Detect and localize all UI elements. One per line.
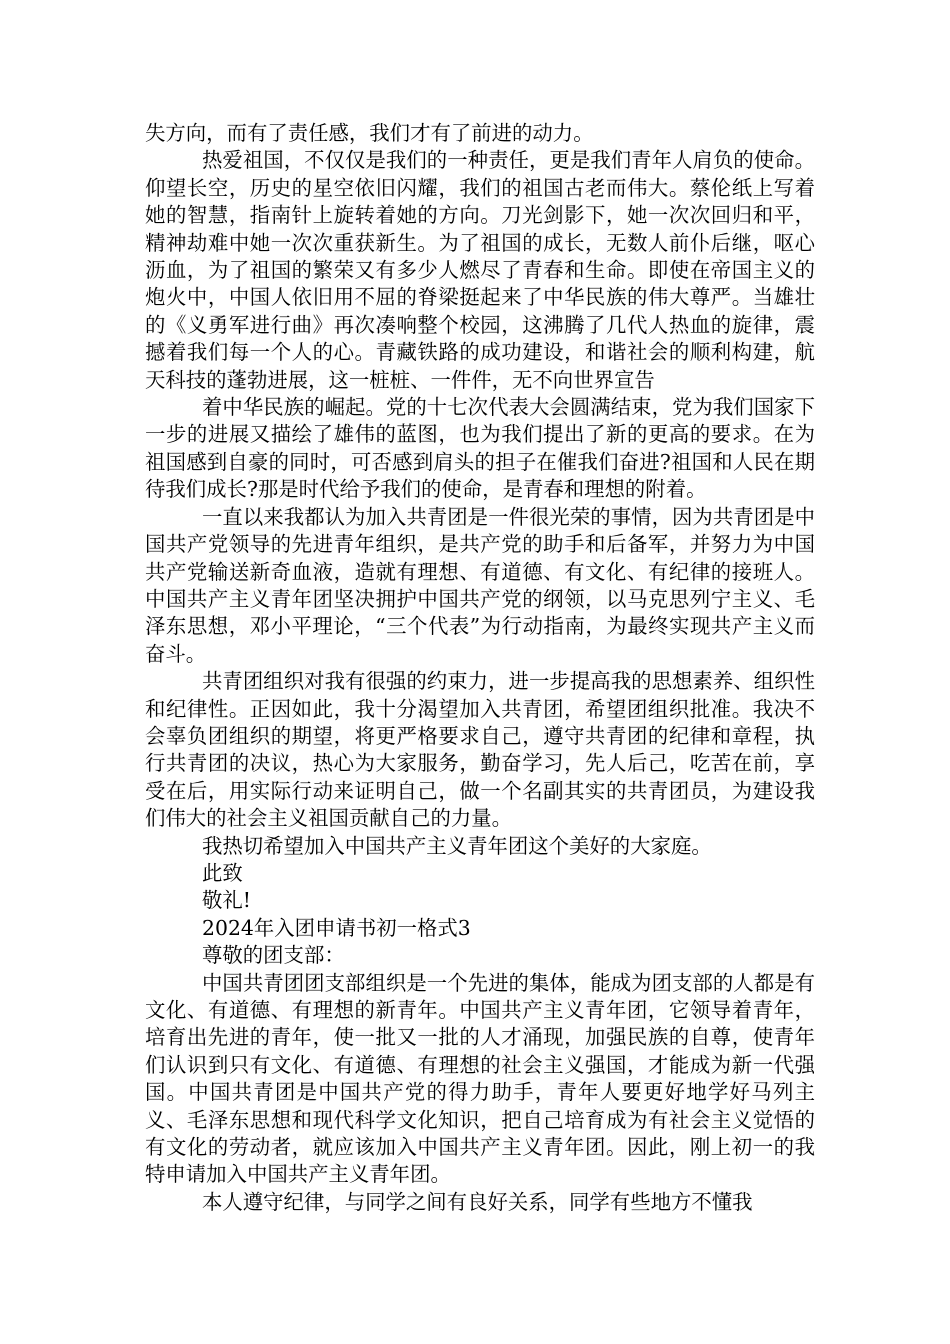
paragraph-league-discipline: 共青团组织对我有很强的约束力，进一步提高我的思想素养、组织性和纪律性。正因如此，我十分渴望加入共青团，希望团组织批准。我决不会辜负团组织的期望，将更严格要求自己，遵守共青团的纪律和章程，执行共青团的决议，热心为大家服务，勤奋学习，先人后己，吃苦在前，享受在后，用实际行动来证明自己，做一个名副其实的共青团员，为建设我们伟大的社会主义祖国贡献自己的力量。 bbox=[145, 669, 815, 831]
paragraph-wish: 我热切希望加入中国共产主义青年团这个美好的大家庭。 bbox=[202, 833, 712, 858]
paragraph-league-honor: 一直以来我都认为加入共青团是一件很光荣的事情，因为共青团是中国共产党领导的先进青年组织，是共产党的助手和后备军，并努力为中国共产党输送新奇血液，造就有理想、有道德、有文化、有纪律的接班人。中国共产主义青年团坚决拥护中国共产党的纲领，以马克思列宁主义、毛泽东思想，邓小平理论，“三个代表”为行动指南，为最终实现共产主义而奋斗。 bbox=[145, 504, 815, 666]
salutation-jingli: 敬礼! bbox=[202, 888, 251, 913]
paragraph-love-motherland: 热爱祖国，不仅仅是我们的一种责任，更是我们青年人肩负的使命。仰望长空，历史的星空依旧闪耀，我们的祖国古老而伟大。蔡伦纸上写着她的智慧，指南针上旋转着她的方向。刀光剑影下，她一次次回归和平，精神劫难中她一次次重获新生。为了祖国的成长，无数人前仆后继，呕心沥血，为了祖国的繁荣又有多少人燃尽了青春和生命。即使在帝国主义的炮火中，中国人依旧用不屈的脊梁挺起来了中华民族的伟大尊严。当雄壮的《义勇军进行曲》再次凑响整个校园，这沸腾了几代人热血的旋律，震撼着我们每一个人的心。青藏铁路的成功建设，和谐社会的顺利构建，航天科技的蓬勃进展，这一桩桩、一件件，无不向世界宣告 bbox=[145, 148, 815, 392]
paragraph-continuation: 失方向，而有了责任感，我们才有了前进的动力。 bbox=[145, 121, 594, 145]
letter-greeting: 尊敬的团支部： bbox=[202, 943, 345, 968]
paragraph-branch-collective: 中国共青团团支部组织是一个先进的集体，能成为团支部的人都是有文化、有道德、有理想的新青年。中国共产主义青年团，它领导着青年，培育出先进的青年，使一批又一批的人才涌现，加强民族的自尊，使青年们认识到只有文化、有道德、有理想的社会主义强国，才能成为新一代强国。中国共青团是中国共产党的得力助手，青年人要更好地学好马列主义、毛泽东思想和现代科学文化知识，把自己培育成为有社会主义觉悟的有文化的劳动者，就应该加入中国共产主义青年团。因此，刚上初一的我特申请加入中国共产主义青年团。 bbox=[145, 970, 815, 1187]
salutation-cizhi: 此致 bbox=[202, 860, 243, 885]
document-page bbox=[145, 120, 815, 1216]
section-heading: 2024年入团申请书初一格式3 bbox=[202, 915, 471, 940]
paragraph-self-discipline: 本人遵守纪律，与同学之间有良好关系，同学有些地方不懂我 bbox=[202, 1189, 753, 1214]
paragraph-nation-rise: 着中华民族的崛起。党的十七次代表大会圆满结束，党为我们国家下一步的进展又描绘了雄伟的蓝图，也为我们提出了新的更高的要求。在为祖国感到自豪的同时，可否感到肩头的担子在催我们奋进?祖国和人民在期待我们成长?那是时代给予我们的使命，是青春和理想的附着。 bbox=[145, 395, 815, 502]
